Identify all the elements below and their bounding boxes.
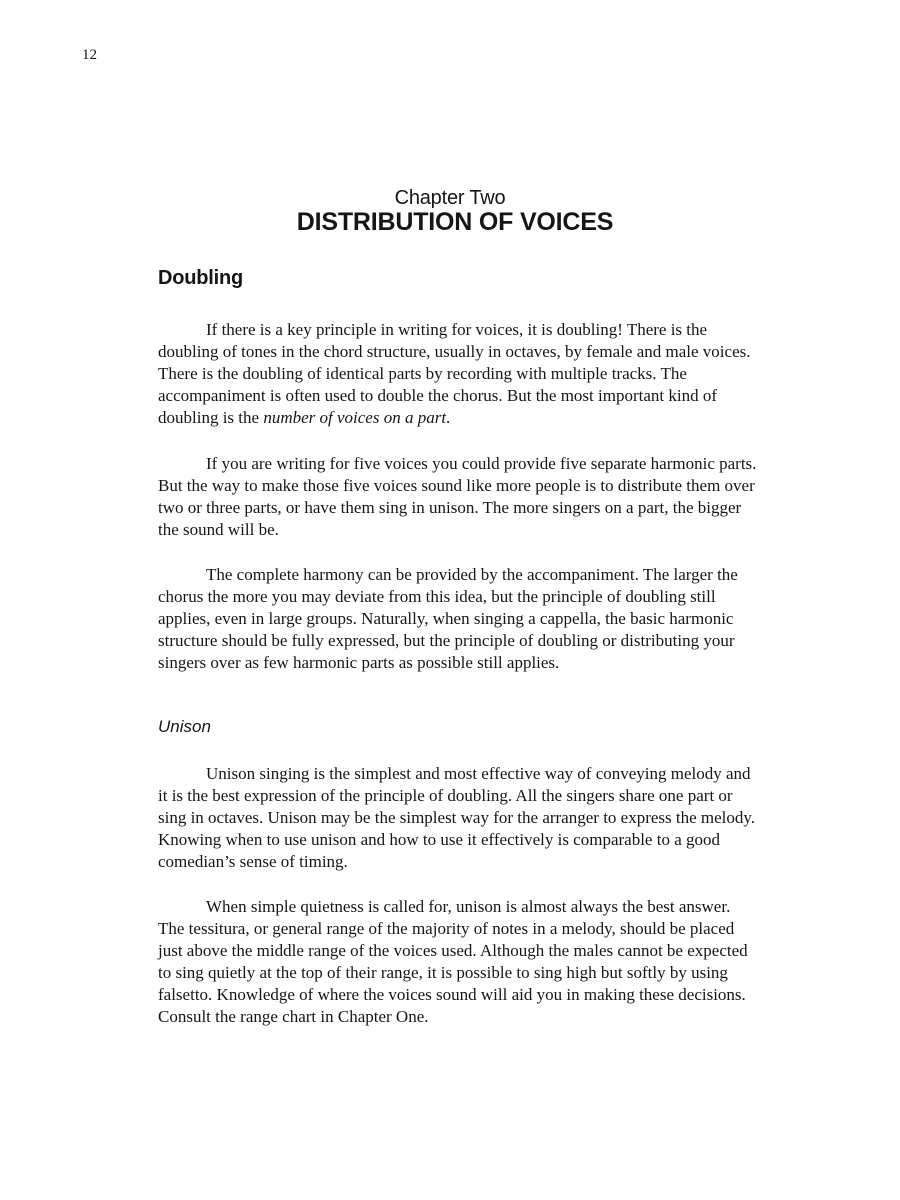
paragraph-doubling-3: The complete harmony can be provided by the accompaniment. The larger the chorus the more you may deviate from this idea, but the principle of doubling still applies, even in large groups. Naturally, when singing a cappella, the basic harmonic structure should be fully expressed, but the principle of doubling or distributing your singers over as few harmonic parts as possible still applies.	[158, 565, 738, 672]
paragraph-doubling-1	[158, 319, 760, 429]
paragraph-text: If there is a key principle in writing for voices, it is doubling! There is the doubling of tones in the chord structure, usually in octaves, by female and male voices. There is the doubling of identical parts by recording with multiple tracks. The accompaniment is often used to double the chorus. But the most important kind of doubling is the	[158, 320, 751, 427]
paragraph-unison-2: When simple quietness is called for, unison is almost always the best answer. The tessitura, or general range of the majority of notes in a melody, should be placed just above the middle range of the voices used. Although the males cannot be expected to sing quietly at the top of their range, it is possible to sing high but softly by using falsetto. Knowledge of where the voices sound will aid you in making these decisions. Consult the range chart in Chapter One.	[158, 897, 748, 1026]
chapter-title: DISTRIBUTION OF VOICES	[296, 208, 614, 236]
subsection-heading-unison: Unison	[158, 717, 211, 736]
emphasis-text: number of voices on a part	[263, 408, 447, 427]
chapter-label: Chapter Two	[394, 187, 506, 209]
paragraph-doubling-2: If you are writing for five voices you could provide five separate harmonic parts. But the way to make those five voices sound like more people is to distribute them over two or three parts, or have them sing in unison. The more singers on a part, the bigger the sound will be.	[158, 454, 757, 539]
page-number: 12	[82, 47, 97, 63]
section-heading-doubling: Doubling	[158, 267, 244, 289]
paragraph-unison-1: Unison singing is the simplest and most effective way of conveying melody and it is the best expression of the principle of doubling. All the singers share one part or sing in octaves. Unison may be the simplest way for the arranger to express the melody. Knowing when to use unison and how to use it effectively is comparable to a good comedian’s sense of timing.	[158, 764, 756, 871]
paragraph-tail: .	[446, 408, 451, 427]
